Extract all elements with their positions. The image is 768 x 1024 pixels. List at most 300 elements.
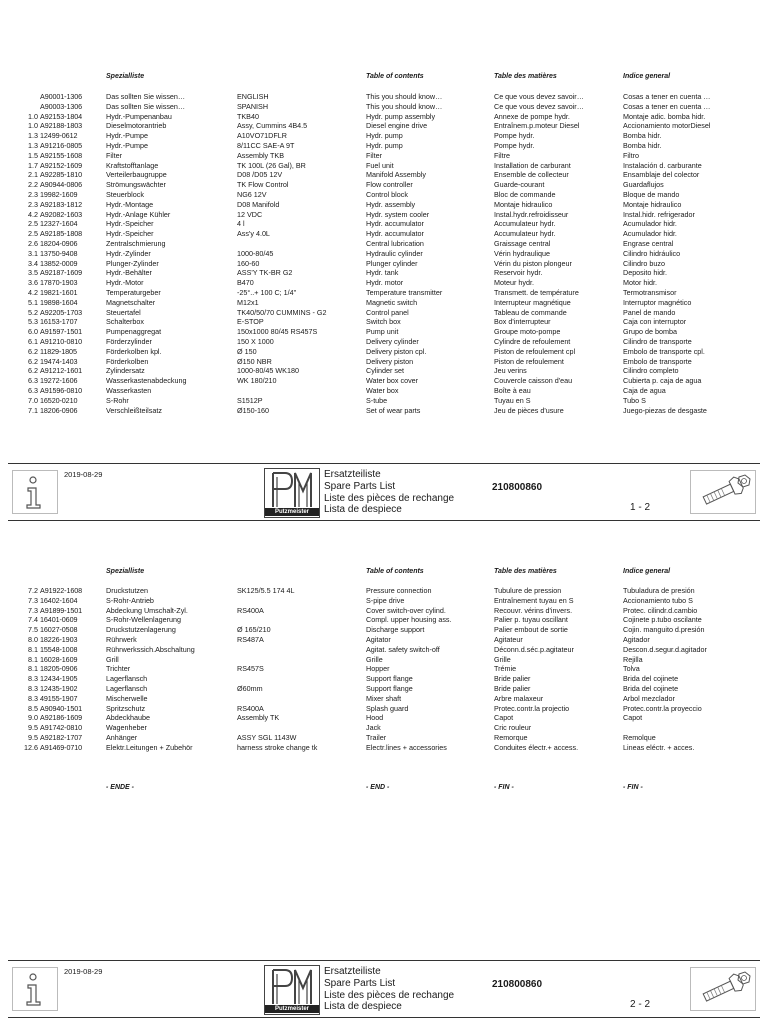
position-number: 9.0 [28,713,38,723]
footer-rule-p2 [8,960,760,961]
description-fr: Tuyau en S [494,395,531,405]
table-row [0,190,768,200]
specification: Ø 150 [237,346,257,356]
description-es: Embolo de transporte [623,356,692,366]
part-number: 19898-1604 [40,297,78,307]
specification: harness stroke change tk [237,742,318,752]
table-row [0,121,768,131]
header-es-p2: Indice general [623,568,671,575]
description-en: Switch box [366,317,401,327]
specification: TK40/50/70 CUMMINS - G2 [237,307,327,317]
description-de: Steuertafel [106,307,141,317]
specification: D08 Manifold [237,199,280,209]
position-number: 5.2 [28,307,38,317]
page-number: 1 - 2 [630,502,651,513]
description-en: Filter [366,150,382,160]
description-de: Grill [106,654,119,664]
table-row [0,337,768,347]
document-number: 210800860 [492,482,543,493]
description-es: Tolva [623,664,640,674]
header-de-p2: Spezialliste [106,568,145,575]
position-number: 6.0 [28,327,38,337]
table-row [0,112,768,122]
specification: M12x1 [237,297,259,307]
description-en: Pressure connection [366,586,432,595]
part-number: A91596-0810 [40,385,83,395]
part-number: A92285-1810 [40,170,83,180]
description-fr: Montaje hidraulico [494,199,553,209]
position-number: 2.2 [28,180,38,190]
table-row [0,170,768,180]
specification: 1000-80/45 [237,248,274,258]
part-number: 12499-0612 [40,131,78,141]
table-row [0,713,768,723]
specification: Ø150-160 [237,405,269,415]
part-number: 19821-1601 [40,287,78,297]
table-row [0,180,768,190]
description-de: S-Rohr-Antrieb [106,595,154,605]
part-number: 17870-1903 [40,278,78,288]
part-number: 13852-0009 [40,258,78,268]
table-row [0,376,768,386]
position-number: 8.0 [28,634,38,644]
description-es: Agitador [623,634,650,644]
specification: B470 [237,278,254,288]
description-fr: Interrupteur magnétique [494,297,571,307]
description-de: S-Rohr [106,395,129,405]
description-es: Guardaflujos [623,180,664,190]
table-row [0,366,768,376]
specification: RS400A [237,703,264,713]
table-row [0,249,768,259]
description-es: Embolo de transporte cpl. [623,346,705,356]
position-number: 8.3 [28,683,38,693]
description-en: Central lubrication [366,238,424,248]
description-en: Control panel [366,307,409,317]
description-en: Hydr. motor [366,278,404,288]
position-number: 2.5 [28,219,38,229]
specification: RS487A [237,634,264,644]
description-fr: Capot [494,713,514,723]
description-es: Cosas a tener en cuenta … [623,92,711,101]
description-en: Diesel engine drive [366,121,428,131]
description-fr: Recouvr. vérins d'invers. [494,605,573,615]
specification: Ass'y 4.0L [237,229,270,239]
part-number: 15548-1008 [40,644,78,654]
table-row [0,151,768,161]
part-number: A92187-1609 [40,268,83,278]
description-fr: Ce que vous devez savoir… [494,101,584,111]
specification: WK 180/210 [237,376,277,386]
header-fr-p2: Table des matières [494,568,557,575]
description-fr: Cylindre de refoulement [494,336,571,346]
position-number: 6.3 [28,376,38,386]
part-number: 12435-1902 [40,683,78,693]
description-fr: Protec.contr.la projectio [494,703,570,713]
footer-page2 [8,963,760,1018]
description-de: Hydr.-Pumpenanbau [106,111,172,121]
position-number: 5.1 [28,297,38,307]
table-row [0,298,768,308]
description-de: Trichter [106,664,131,674]
table-row [0,259,768,269]
position-number: 4.2 [28,287,38,297]
description-fr: Piston de refoulement [494,356,564,366]
description-fr: Entraînem.p.moteur Diesel [494,121,580,131]
table-row [0,200,768,210]
part-number: A91216-0805 [40,140,83,150]
specification: E-STOP [237,317,264,327]
description-de: Lagerflansch [106,683,148,693]
position-number: 7.5 [28,625,38,635]
specification: SPANISH [237,101,269,111]
part-number: 49155-1907 [40,693,78,703]
description-es: Ensamblaje del colector [623,170,700,180]
description-en: Hydraulic cylinder [366,248,423,258]
description-en: Grille [366,654,383,664]
document-number: 210800860 [492,979,543,990]
part-number: 19474-1403 [40,356,78,366]
description-de: Anhänger [106,732,138,742]
description-en: Magnetic switch [366,297,418,307]
description-en: Delivery piston [366,356,414,366]
description-es: Brida del cojinete [623,674,679,684]
part-number: 19272-1606 [40,376,78,386]
description-en: Cylinder set [366,366,404,376]
specification: ENGLISH [237,92,269,101]
description-en: S-tube [366,395,388,405]
description-en: Fuel unit [366,160,394,170]
description-en: Hydr. tank [366,268,399,278]
description-de: Kraftstofftanlage [106,160,159,170]
description-fr: Couvercle caisson d'eau [494,376,573,386]
bolt-nut-icon [690,967,756,1011]
specification: TK 100L (26 Gal), BR [237,160,306,170]
description-en: Temperature transmitter [366,287,443,297]
description-de: Hydr.-Montage [106,199,154,209]
part-number: 16520-0210 [40,395,78,405]
table-row [0,357,768,367]
position-number: 3.5 [28,268,38,278]
description-en: Agitat. safety switch-off [366,644,440,654]
position-number: 1.5 [28,150,38,160]
header-es-p1: Indice general [623,73,671,80]
position-number: 8.3 [28,674,38,684]
description-es: Motor hidr. [623,278,657,288]
title-es: Lista de despiece [324,1001,402,1013]
description-de: Hydr.-Speicher [106,219,154,229]
table-row [0,635,768,645]
page-number: 2 - 2 [630,999,651,1010]
description-fr: Moteur hydr. [494,278,534,288]
description-en: Delivery cylinder [366,336,419,346]
table-row [0,92,768,102]
specification: S1512P [237,395,263,405]
description-en: Hydr. pump [366,140,403,150]
putzmeister-logo [264,965,320,1015]
position-number: 4.2 [28,209,38,219]
table-row [0,723,768,733]
description-es: Remolque [623,732,656,742]
table-row [0,655,768,665]
description-es: Caja de agua [623,385,666,395]
description-fr: Vérin du piston plongeur [494,258,572,268]
description-de: Strömungswächter [106,180,166,190]
description-fr: Conduites électr.+ access. [494,742,579,752]
specification: 160-60 [237,258,260,268]
specification: TK Flow Control [237,180,289,190]
description-es: Interruptor magnético [623,297,692,307]
description-en: Hydr. assembly [366,199,416,209]
description-es: Cosas a tener en cuenta … [623,101,711,111]
description-de: Wasserkastenabdeckung [106,376,187,386]
specification: 4 l [237,219,245,229]
position-number: 6.2 [28,366,38,376]
description-en: Trailer [366,732,387,742]
description-es: Instalación d. carburante [623,160,702,170]
part-number: 16402-1604 [40,595,78,605]
part-number: A91469-0710 [40,742,83,752]
part-number: A92155-1608 [40,150,83,160]
description-en: This you should know… [366,101,443,111]
description-es: Termotransmisor [623,287,677,297]
footer-date: 2019-08-29 [64,470,103,479]
description-en: Hopper [366,664,390,674]
description-es: Panel de mando [623,307,676,317]
position-number: 8.5 [28,703,38,713]
specification: SK125/5.5 174 4L [237,586,295,595]
position-number: 7.0 [28,395,38,405]
description-en: This you should know… [366,92,443,101]
end-marker-es: - FIN - [623,784,643,791]
description-es: Capot [623,713,643,723]
specification: RS400A [237,605,264,615]
description-en: Delivery piston cpl. [366,346,427,356]
description-fr: Jeu de pièces d'usure [494,405,564,415]
description-fr: Bride palier [494,683,531,693]
description-en: Manifold Assembly [366,170,426,180]
position-number: 1.3 [28,131,38,141]
description-es: Acumulador hidr. [623,229,677,239]
position-number: 2.1 [28,170,38,180]
description-es: Cilindro buzo [623,258,665,268]
bolt-nut-icon [690,470,756,514]
description-de: Das sollten Sie wissen… [106,92,186,101]
description-es: Bloque de mando [623,189,680,199]
description-es: Filtro [623,150,639,160]
specification: ASSY SGL 1143W [237,732,297,742]
part-number: 13750-9408 [40,248,78,258]
position-number: 7.3 [28,595,38,605]
position-number: 2.3 [28,189,38,199]
part-number: A92186-1609 [40,713,83,723]
part-number: 16153-1707 [40,317,78,327]
description-de: Pumpenaggregat [106,327,162,337]
description-fr: Grille [494,654,511,664]
specification: Ø60mm [237,683,263,693]
description-de: Mischerwelle [106,693,148,703]
part-number: A92205-1703 [40,307,83,317]
description-fr: Accumulateur hydr. [494,229,556,239]
end-marker-fr: - FIN - [494,784,514,791]
position-number: 5.3 [28,317,38,327]
table-row [0,161,768,171]
description-es: Descon.d.segur.d.agitador [623,644,707,654]
description-fr: Transmett. de température [494,287,579,297]
description-fr: Ce que vous devez savoir… [494,92,584,101]
description-de: Lagerflansch [106,674,148,684]
position-number: 7.4 [28,615,38,625]
description-fr: Ensemble de collecteur [494,170,569,180]
description-de: Hydr.-Pumpe [106,131,148,141]
description-es: Rejilla [623,654,643,664]
description-de: Temperaturgeber [106,287,161,297]
table-row [0,278,768,288]
description-es: Brida del cojinete [623,683,679,693]
specification: RS457S [237,664,264,674]
position-number: 3.1 [28,248,38,258]
title-fr: Liste des pièces de rechange [324,492,455,504]
description-de: Das sollten Sie wissen… [106,101,186,111]
description-fr: Installation de carburant [494,160,571,170]
description-en: Flow controller [366,180,413,190]
description-en: Cover switch-over cylind. [366,605,446,615]
description-en: Support flange [366,674,413,684]
specification: Ø150 NBR [237,356,272,366]
description-fr: Boîte à eau [494,385,531,395]
description-es: Bomba hidr. [623,131,662,141]
description-fr: Remorque [494,732,528,742]
description-de: Förderzylinder [106,336,152,346]
putzmeister-logo [264,468,320,518]
description-es: Montaje hidraulico [623,199,682,209]
footer-titles [324,469,454,516]
description-fr: Filtre [494,150,510,160]
description-fr: Instal.hydr.refroidisseur [494,209,569,219]
position-number: 6.1 [28,336,38,346]
header-fr-p1: Table des matières [494,73,557,80]
description-fr: Box d'interrupteur [494,317,551,327]
position-number: 8.3 [28,693,38,703]
part-number: A90003-1306 [40,101,83,111]
description-en: Electr.lines + accessories [366,742,447,752]
description-en: Water box cover [366,376,419,386]
description-es: Caja con interruptor [623,317,687,327]
description-fr: Groupe moto-pompe [494,327,561,337]
specification: 12 VDC [237,209,263,219]
table-row [0,704,768,714]
part-number: A92152-1609 [40,160,83,170]
table-row [0,645,768,655]
part-number: A90940-1501 [40,703,83,713]
position-number: 3.6 [28,278,38,288]
description-es: Accionamiento motorDiesel [623,121,711,131]
description-en: Plunger cylinder [366,258,418,268]
description-fr: Palier embout de sortie [494,625,568,635]
table-row [0,210,768,220]
brand-name: Putzmeister [265,1005,319,1013]
position-number: 1.7 [28,160,38,170]
description-es: Montaje adic. bomba hidr. [623,111,706,121]
description-es: Engrase central [623,238,674,248]
specification: Assembly TK [237,713,280,723]
position-number: 8.1 [28,654,38,664]
description-fr: Pompe hydr. [494,131,535,141]
part-number: A92082-1603 [40,209,83,219]
position-number: 1.0 [28,121,38,131]
table-row [0,586,768,596]
table-row [0,684,768,694]
title-de: Ersatzteiliste [324,966,381,977]
description-es: Acumulador hidr. [623,219,677,229]
description-fr: Bride palier [494,674,531,684]
part-number: 19982-1609 [40,189,78,199]
table-row [0,386,768,396]
description-de: Hydr.-Speicher [106,229,154,239]
description-de: Druckstutzen [106,586,148,595]
description-de: Förderkolben [106,356,149,366]
description-es: Grupo de bomba [623,327,677,337]
table-row [0,141,768,151]
description-de: Spritzschutz [106,703,146,713]
description-fr: Accumulateur hydr. [494,219,556,229]
position-number: 1.0 [28,111,38,121]
footer-titles [324,966,454,1013]
part-number: A92153-1804 [40,111,83,121]
description-fr: Arbre malaxeur [494,693,544,703]
part-number: A91210-0810 [40,336,83,346]
part-number: A92188-1803 [40,121,83,131]
specification: 150 X 1000 [237,336,274,346]
table-row [0,406,768,416]
footer-date: 2019-08-29 [64,967,103,976]
header-de-p1: Spezialliste [106,73,145,80]
part-number: A91597-1501 [40,327,83,337]
description-es: Protec.contr.la proyeccio [623,703,702,713]
position-number: 6.2 [28,356,38,366]
table-row [0,743,768,753]
table-row [0,239,768,249]
part-number: 18204-0906 [40,238,78,248]
description-de: Rührwerk [106,634,137,644]
title-en: Spare Parts List [324,977,396,989]
description-de: S-Rohr-Wellenlagerung [106,615,181,625]
description-de: Wasserkasten [106,385,152,395]
description-en: S-pipe drive [366,595,405,605]
description-en: Splash guard [366,703,409,713]
title-en: Spare Parts List [324,480,396,492]
position-number: 8.1 [28,664,38,674]
description-en: Hood [366,713,384,723]
part-number: 18226-1903 [40,634,78,644]
parts-table-page2 [0,586,768,753]
header-en-p2: Table of contents [366,568,424,575]
description-es: Cilindro hidráulico [623,248,681,258]
description-fr: Graissage central [494,238,551,248]
description-en: Support flange [366,683,413,693]
description-es: Tubo S [623,395,646,405]
description-en: Hydr. pump assembly [366,111,436,121]
description-es: Juego-piezas de desgaste [623,405,707,415]
description-es: Lineas eléctr. + acces. [623,742,695,752]
table-row [0,327,768,337]
description-de: Dieselmotorantrieb [106,121,167,131]
table-row [0,694,768,704]
description-de: Abdeckung Umschalt-Zyl. [106,605,188,615]
description-en: Hydr. accumulator [366,219,424,229]
description-es: Cojin. manguito d.presión [623,625,705,635]
table-row [0,288,768,298]
